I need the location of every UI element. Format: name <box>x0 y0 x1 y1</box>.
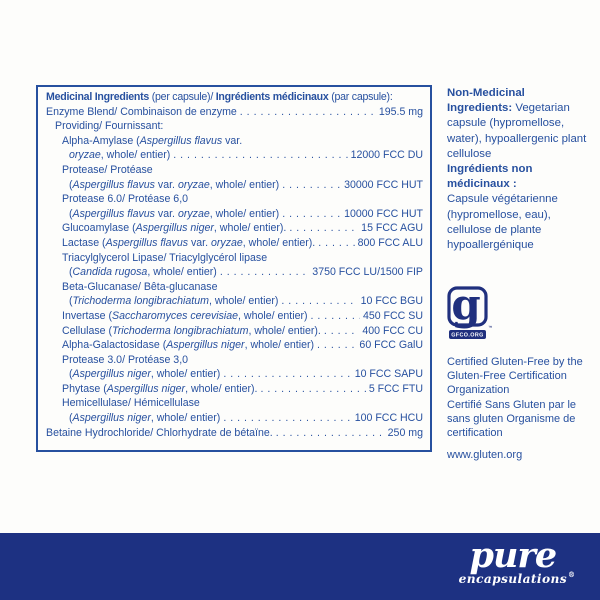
non-medicinal-ingredients <box>447 86 587 253</box>
dot-leader <box>324 324 359 339</box>
dot-leader <box>223 411 351 426</box>
header-fr-bold: Ingrédients médicinaux <box>215 91 329 103</box>
ingredient-amount: 10 FCC BGU <box>360 295 423 308</box>
ingredient-label: Alpha-Galactosidase (Aspergillus niger, whole/ entier) <box>62 339 315 352</box>
ingredient-row <box>46 411 423 426</box>
ingredient-row <box>46 148 423 163</box>
ingredient-row <box>46 221 423 236</box>
ingredient-row <box>46 338 423 353</box>
gfco-caption-fr: Certifié Sans Gluten par le sans gluten Organisme de certification <box>447 398 577 440</box>
ingredient-label: Phytase (Aspergillus niger, whole/ entier). <box>62 382 258 395</box>
gfco-certification-mark <box>447 286 493 344</box>
dot-leader <box>311 309 360 324</box>
ingredient-amount: 250 mg <box>387 426 423 439</box>
non-medicinal-label-fr: Ingrédients non médicinaux : <box>447 163 533 191</box>
ingredient-label: Providing/ Fournissant: <box>55 120 164 133</box>
dot-leader <box>240 105 376 120</box>
ingredient-row <box>46 309 423 324</box>
non-medicinal-paragraph-en <box>447 86 587 162</box>
ingredient-row <box>46 396 423 411</box>
ingredient-row <box>46 251 423 266</box>
ingredient-row <box>46 105 423 120</box>
ingredient-amount: 30000 FCC HUT <box>344 178 423 191</box>
ingredient-row <box>46 367 423 382</box>
dot-leader <box>261 382 366 397</box>
dot-leader <box>173 148 347 163</box>
ingredient-label: (Aspergillus flavus var. oryzae, whole/ entier) <box>69 178 280 191</box>
ingredient-label: Protease 3.0/ Protéase 3,0 <box>62 353 189 366</box>
ingredient-label: Lactase (Aspergillus flavus var. oryzae, whole/ entier). <box>62 236 316 249</box>
brand-name: pure <box>469 535 557 576</box>
ingredient-label: Triacylglycerol Lipase/ Triacylglycérol lipase <box>62 251 268 264</box>
registered-mark: ® <box>568 570 576 579</box>
ingredient-row <box>46 192 423 207</box>
ingredient-row <box>46 353 423 368</box>
ingredient-row <box>46 324 423 339</box>
ingredient-label: Cellulase (Trichoderma longibrachiatum, whole/ entier). <box>62 324 321 337</box>
header-en-bold: Medicinal Ingredients <box>46 91 150 103</box>
gfco-captions <box>447 355 589 462</box>
ingredient-row <box>46 280 423 295</box>
ingredient-amount: 5 FCC FTU <box>368 382 423 395</box>
ingredient-label: (Candida rugosa, whole/ entier) <box>69 266 217 279</box>
ingredient-amount: 450 FCC SU <box>362 309 423 322</box>
ingredient-amount: 3750 FCC LU/1500 FIP <box>312 266 423 279</box>
ingredient-amount: 12000 FCC DU <box>350 149 423 162</box>
svg-text:™: ™ <box>488 325 493 330</box>
ingredient-label: (Aspergillus flavus var. oryzae, whole/ entier) <box>69 207 280 220</box>
ingredient-label: Invertase (Saccharomyces cerevisiae, whole/ entier) <box>62 309 308 322</box>
gfco-caption-en: Certified Gluten-Free by the Gluten-Free Certification Organization <box>447 356 583 397</box>
ingredient-amount: 10 FCC SAPU <box>354 368 423 381</box>
dot-leader <box>282 178 341 193</box>
dot-leader <box>282 207 341 222</box>
ingredient-label: Hemicellulase/ Hémicellulase <box>62 397 200 410</box>
ingredient-row <box>46 163 423 178</box>
ingredient-label: Protease/ Protéase <box>62 163 153 176</box>
pure-encapsulations-logo <box>458 535 576 586</box>
header-en-reg: (per capsule)/ <box>149 91 216 103</box>
ingredient-label: (Trichoderma longibrachiatum, whole/ entier) <box>69 295 279 308</box>
dot-leader <box>220 265 309 280</box>
ingredient-amount: 100 FCC HCU <box>354 412 423 425</box>
non-medicinal-text-fr: Capsule végétarienne (hypromellose, eau), cellulose de plante hypoallergénique <box>447 193 558 252</box>
ingredient-amount: 800 FCC ALU <box>357 236 423 249</box>
header-fr-reg: (par capsule): <box>328 91 393 103</box>
ingredient-label: Beta-Glucanase/ Bêta-glucanase <box>62 280 218 293</box>
gluten-url: www.gluten.org <box>447 449 523 462</box>
dot-leader <box>276 426 385 441</box>
ingredient-label: (Aspergillus niger, whole/ entier) <box>69 412 221 425</box>
ingredient-label: Enzyme Blend/ Combinaison de enzyme <box>46 105 237 118</box>
non-medicinal-text-en: Vegetarian capsule (hypromellose, water), hypoallergenic plant cellulose <box>447 102 587 160</box>
ingredient-label: Glucoamylase (Aspergillus niger, whole/ entier). <box>62 222 287 235</box>
ingredient-row <box>46 207 423 222</box>
non-medicinal-label-en: Non-Medicinal Ingredients: <box>447 87 525 115</box>
ingredient-row <box>46 294 423 309</box>
ingredient-amount: 10000 FCC HUT <box>344 207 423 220</box>
svg-text:GFCO.ORG: GFCO.ORG <box>451 332 484 339</box>
ingredient-label: Protease 6.0/ Protéase 6,0 <box>62 193 189 206</box>
ingredient-label: Betaine Hydrochloride/ Chlorhydrate de bétaïne. <box>46 426 273 439</box>
ingredient-amount: 400 FCC CU <box>362 324 423 337</box>
ingredient-row <box>46 178 423 193</box>
ingredient-row <box>46 236 423 251</box>
ingredient-amount: 15 FCC AGU <box>361 222 423 235</box>
ingredient-rows <box>46 105 423 441</box>
ingredient-row <box>46 119 423 134</box>
ingredient-label: Alpha-Amylase (Aspergillus flavus var. <box>62 134 243 147</box>
ingredient-row <box>46 426 423 441</box>
brand-band <box>0 533 600 600</box>
ingredient-amount: 60 FCC GalU <box>359 339 423 352</box>
ingredient-row <box>46 382 423 397</box>
ingredient-amount: 195.5 mg <box>378 105 423 118</box>
dot-leader <box>289 221 358 236</box>
medicinal-ingredients-header <box>46 90 423 105</box>
dot-leader <box>223 367 351 382</box>
ingredient-row <box>46 134 423 149</box>
ingredient-label: oryzae, whole/ entier) <box>69 149 171 162</box>
ingredient-label: (Aspergillus niger, whole/ entier) <box>69 368 221 381</box>
dot-leader <box>281 294 357 309</box>
brand-subname: encapsulations ® <box>458 570 576 586</box>
medicinal-ingredients-panel <box>36 85 432 452</box>
dot-leader <box>318 236 354 251</box>
ingredient-row <box>46 265 423 280</box>
svg-text:g: g <box>451 286 481 329</box>
gfco-logo-icon <box>447 286 493 344</box>
dot-leader <box>317 338 356 353</box>
